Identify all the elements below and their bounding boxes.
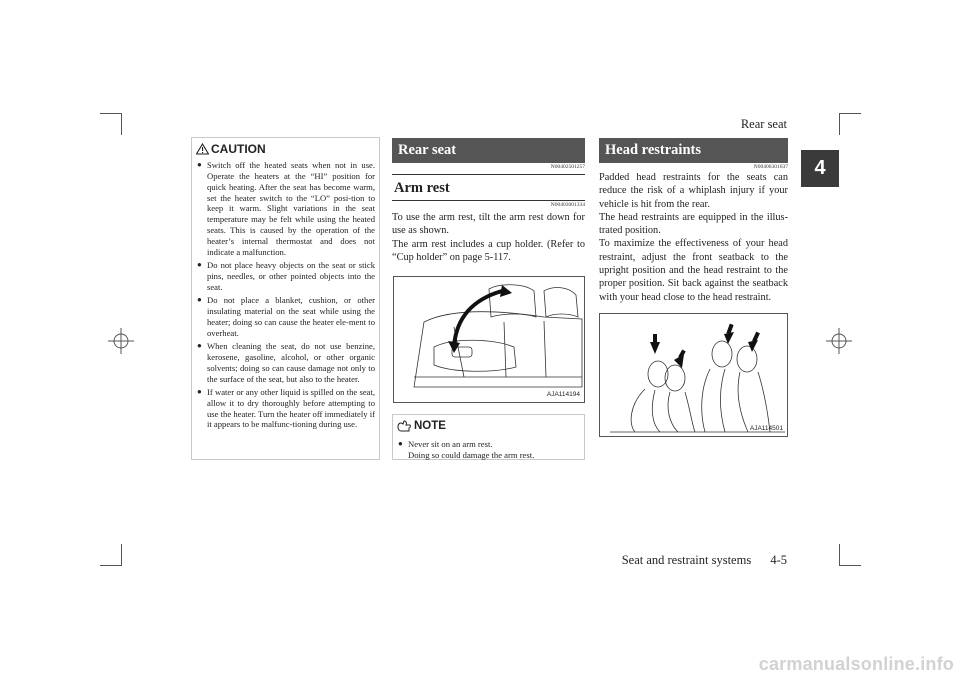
- head-restraints-figure: [599, 313, 788, 437]
- head-restraints-text: Padded head restraints for the seats can reduce the risk of a whiplash injury if your vehicle is hit from the rear. The head restraints are equipped in the illus-trated position. To maximize the effectiveness of your head restraint, adjust the front seatback to the upright position and the head restraint to the proper position. Sit back against the seatback with your head close to the head restraint.: [599, 172, 788, 303]
- caution-header: [192, 138, 379, 159]
- subsection-code: N00403001334: [550, 202, 585, 208]
- caution-list: [192, 159, 379, 430]
- bullet-icon: ●: [197, 295, 202, 305]
- page-number: 4-5: [770, 553, 787, 567]
- note-box: [392, 414, 585, 460]
- arm-rest-illustration: [394, 277, 584, 402]
- page-footer: [622, 553, 787, 568]
- note-list: [393, 438, 584, 461]
- note-label: NOTE: [414, 420, 446, 432]
- bullet-icon: ●: [197, 260, 202, 270]
- arm-rest-figure: [393, 276, 585, 403]
- bullet-icon: ●: [197, 160, 202, 169]
- caution-box: [191, 137, 380, 460]
- registration-mark-right: [826, 328, 852, 354]
- head-restraints-illustration: [600, 314, 787, 436]
- list-item: ● When cleaning the seat, do not use benzine, kerosene, gasoline, alcohol, or other organic solvents; doing so can cause damage not only to the surface of the seat, but also to the heater.: [197, 341, 375, 384]
- note-header: [393, 415, 584, 437]
- arm-rest-text: To use the arm rest, tilt the arm rest down for use as shown. The arm rest includes a cup holder. (Refer to “Cup holder” on page 5-117.: [392, 212, 585, 263]
- rear-seat-column: [392, 138, 585, 264]
- chapter-tab: 4: [801, 150, 839, 187]
- section-code: N00406301637: [753, 164, 788, 170]
- caution-label: CAUTION: [211, 142, 266, 156]
- bullet-icon: ●: [398, 439, 403, 448]
- list-item: ● Switch off the heated seats when not in use. Operate the heaters at the “HI” position for quick heating. After the seat has become warm, set the heater switch to the “LO” posi-tion to keep it warm. Slight variations in the seat temperature may be felt while using the heated seats. This is caused by the operation of the heater’s internal thermostat and does not indicate a malfunction.: [197, 160, 375, 257]
- bullet-icon: ●: [197, 386, 202, 396]
- list-item: ● If water or any other liquid is spilled on the seat, allow it to dry thoroughly before attempting to use the heater. Turn the heater off immediately if it appears to be malfunc-tioning during use.: [197, 386, 375, 430]
- section-code: N00402501257: [550, 164, 585, 170]
- list-item: ● Do not place heavy objects on the seat or stick pins, needles, or other pointed objects into the seat.: [197, 260, 375, 292]
- figure-label: AJA114194: [546, 391, 580, 398]
- section-title-head-restraints: Head restraints: [599, 138, 788, 163]
- watermark: carmanualsonline.info: [758, 654, 954, 674]
- registration-mark-left: [108, 328, 134, 354]
- list-item: ● Never sit on an arm rest. Doing so could damage the arm rest.: [398, 439, 535, 460]
- running-head: Rear seat: [740, 117, 787, 131]
- subsection-title-arm-rest: Arm rest: [392, 174, 585, 201]
- footer-section: Seat and restraint systems: [621, 553, 752, 567]
- head-restraints-column: [599, 138, 788, 304]
- figure-label: AJA114501: [749, 425, 783, 432]
- bullet-icon: ●: [197, 341, 202, 350]
- warning-triangle-icon: [196, 143, 209, 155]
- note-hand-icon: [397, 420, 411, 432]
- list-item: ● Do not place a blanket, cushion, or other insulating material on the seat while using the heater; doing so can cause the heater ele-ment to overheat.: [197, 295, 375, 338]
- section-title-rear-seat: Rear seat: [392, 138, 585, 163]
